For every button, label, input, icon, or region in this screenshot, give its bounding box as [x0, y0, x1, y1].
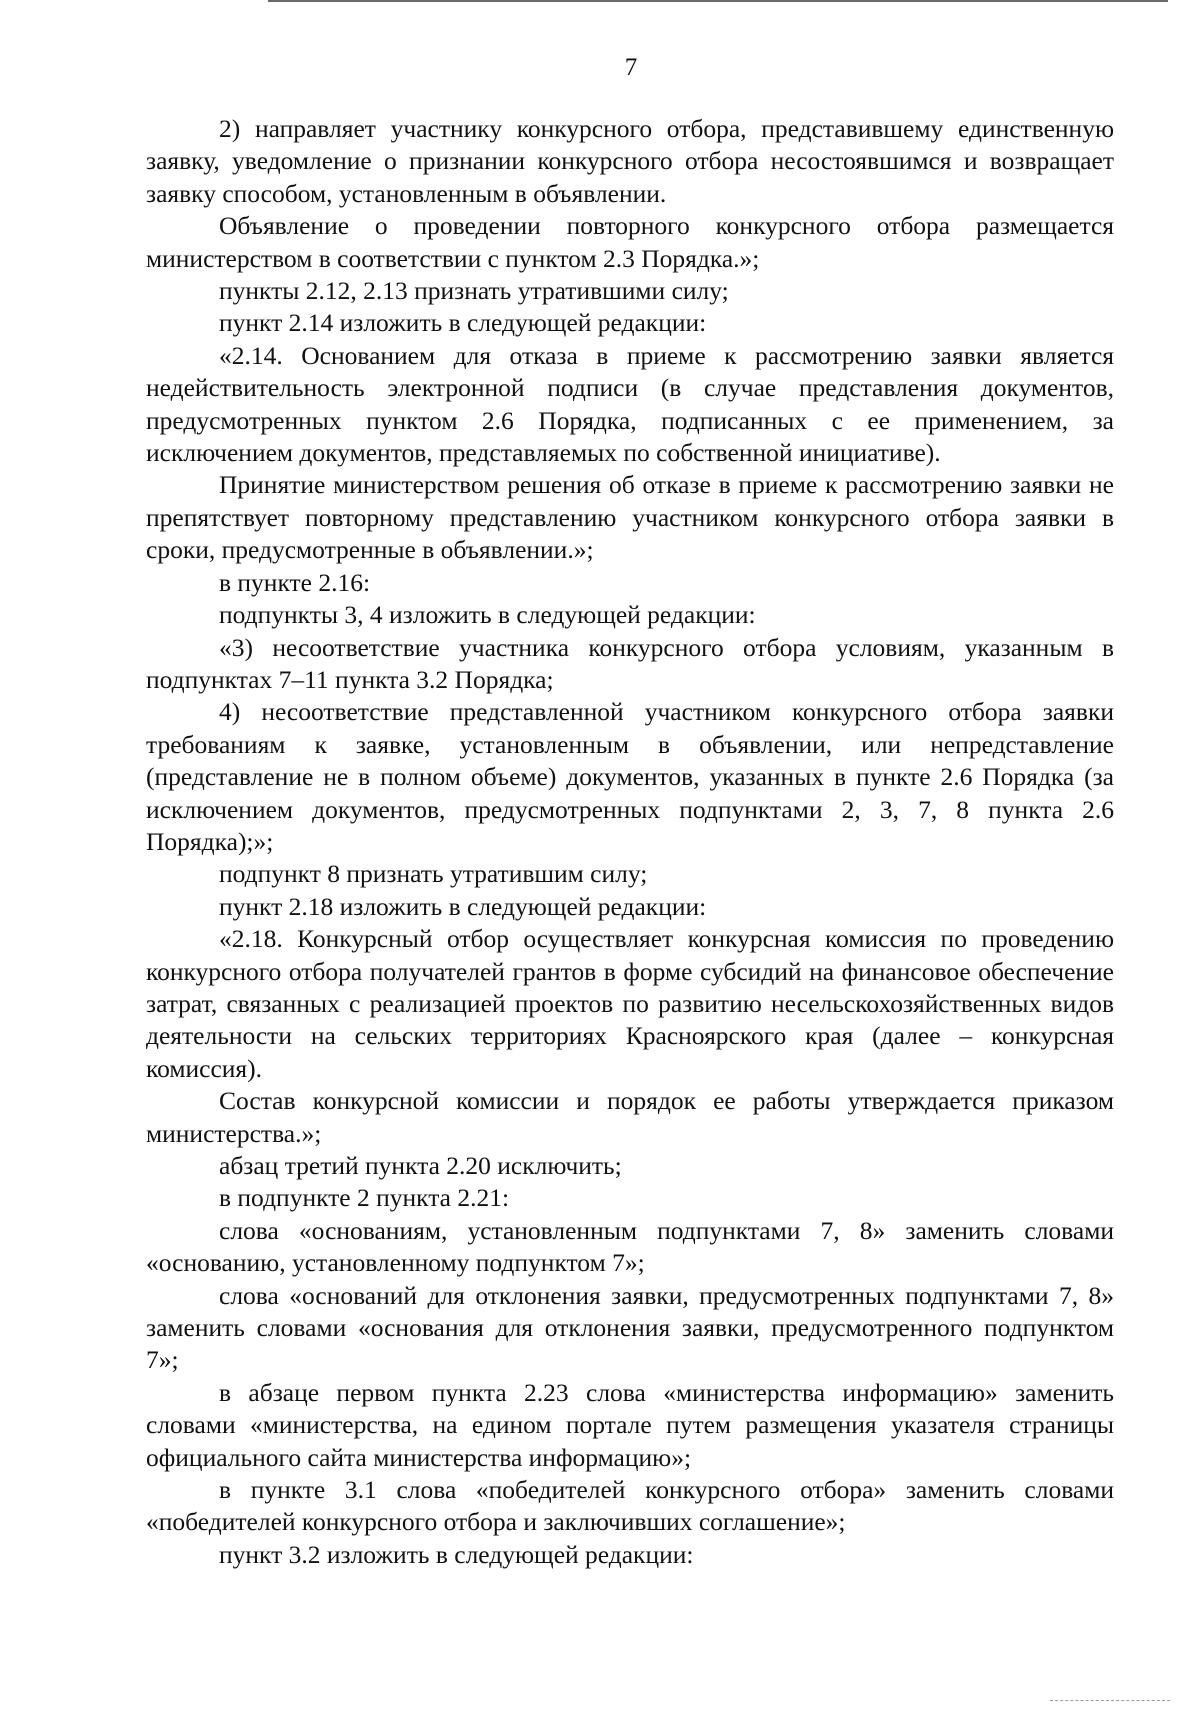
paragraph: пункт 2.14 изложить в следующей редакции:: [219, 308, 707, 338]
paragraph: подпункт 8 признать утратившим силу;: [219, 859, 648, 889]
page-number: 7: [624, 54, 638, 81]
paragraph: слова «оснований для отклонения заявки, предусмотренных подпунктами 7, 8» заменить словами «основания для отклонения заявки, предусмотренного подпунктом 7»;: [146, 1280, 1114, 1375]
paragraph: в пункте 3.1 слова «победителей конкурсного отбора» заменить словами «победителей конкурсного отбора и заключивших соглашение»;: [146, 1475, 1114, 1537]
paragraph: Объявление о проведении повторного конкурсного отбора размещается министерством в соответствии с пунктом 2.3 Порядка.»;: [146, 211, 1114, 273]
paragraph: слова «основаниям, установленным подпунктами 7, 8» заменить словами «основанию, установленному подпунктом 7»;: [146, 1215, 1114, 1278]
paragraph: абзац третий пункта 2.20 исключить;: [219, 1151, 622, 1180]
paragraph: 2) направляет участнику конкурсного отбора, представившему единственную заявку, уведомление о признании конкурсного отбора несостоявшимся и возвращает заявку способом, установленным в объявлении.: [146, 114, 1114, 208]
paragraph: пункт 2.18 изложить в следующей редакции:: [219, 891, 707, 921]
paragraph: подпункты 3, 4 изложить в следующей редакции:: [219, 600, 756, 630]
paragraph: Состав конкурсной комиссии и порядок ее работы утверждается приказом министерства.»;: [146, 1086, 1114, 1148]
paragraph: в подпункте 2 пункта 2.21:: [219, 1183, 510, 1213]
scan-edge-marks: [1050, 1700, 1170, 1705]
paragraph: «3) несоответствие участника конкурсного отбора условиям, указанным в подпунктах 7–11 пункта 3.2 Порядка;: [146, 632, 1114, 694]
paragraph: «2.14. Основанием для отказа в приеме к рассмотрению заявки является недействительность электронной подписи (в случае представления документов, предусмотренных пунктом 2.6 Порядка, подписанных с ее применением, за исключением документов, представляемых по собственной инициативе).: [146, 340, 1114, 468]
paragraph: Принятие министерством решения об отказе в приеме к рассмотрению заявки не препятствует повторному представлению участником конкурсного отбора заявки в сроки, предусмотренные в объявлении.»;: [146, 470, 1114, 565]
paragraph: «2.18. Конкурсный отбор осуществляет конкурсная комиссия по проведению конкурсного отбора получателей грантов в форме субсидий на финансовое обеспечение затрат, связанных с реализацией проектов по развитию несельскохозяйственных видов деятельности на сельских территориях Красноярского края (далее – конкурсная комиссия).: [146, 924, 1114, 1083]
paragraph: пункт 3.2 изложить в следующей редакции:: [219, 1539, 694, 1569]
paragraph: в пункте 2.16:: [219, 567, 371, 597]
paragraph: в абзаце первом пункта 2.23 слова «министерства информацию» заменить словами «министерства, на едином портале путем размещения указателя страницы официального сайта министерства информацию»;: [146, 1377, 1114, 1472]
paragraph: пункты 2.12, 2.13 признать утратившими силу;: [219, 276, 729, 306]
top-scan-edge-line: [268, 0, 1168, 2]
paragraph: 4) несоответствие представленной участником конкурсного отбора заявки требованиям к заявке, установленным в объявлении, или непредставление (представление не в полном объеме) документов, указанных в пункте 2.6 Порядка (за исключением документов, предусмотренных подпунктами 2, 3, 7, 8 пункта 2.6 Порядка);»;: [146, 697, 1114, 856]
document-body: [146, 113, 1114, 1571]
